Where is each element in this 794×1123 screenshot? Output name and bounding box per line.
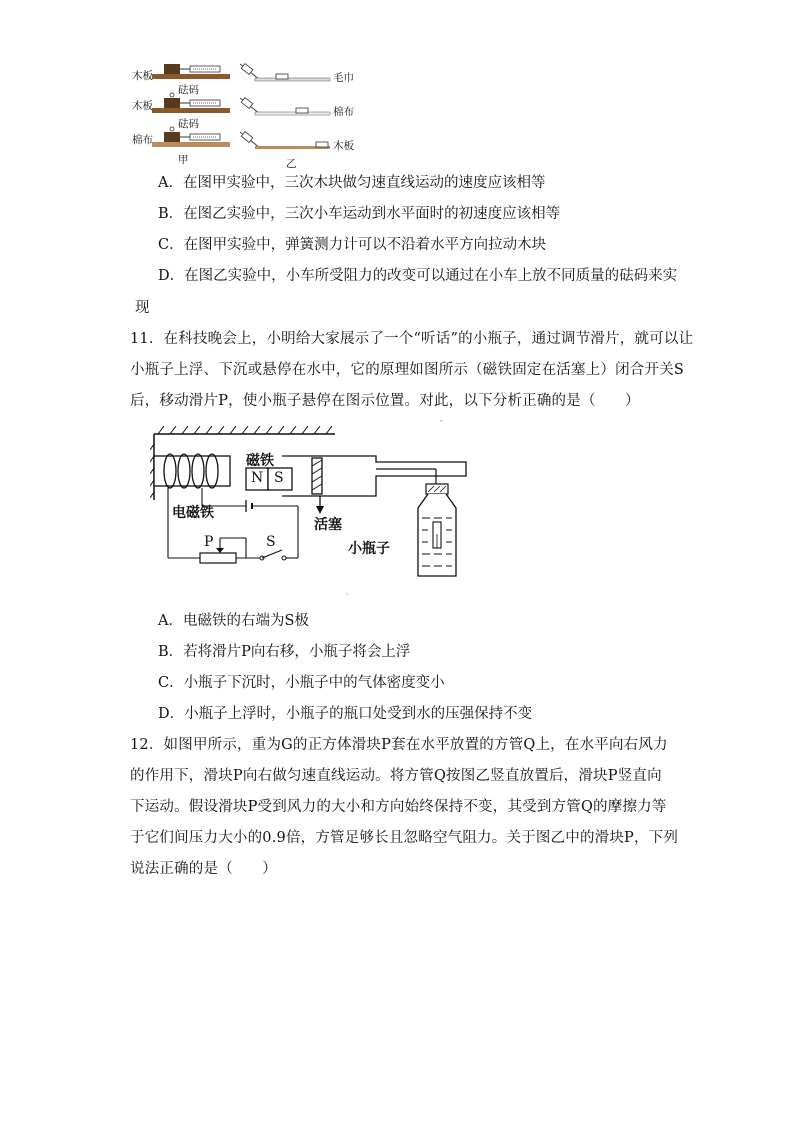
- block-3: [164, 132, 180, 142]
- q10-option-a: A．在图甲实验中，三次木块做匀速直线运动的速度应该相等: [158, 175, 546, 191]
- circuit-figure: [150, 426, 470, 586]
- slider-p-label: P: [204, 534, 214, 550]
- row2-right-label: 棉布: [333, 106, 354, 118]
- weight-2: [170, 93, 174, 97]
- switch-blade: [262, 550, 282, 558]
- q10-option-c: C．在图甲实验中，弹簧测力计可以不沿着水平方向拉动木块: [158, 237, 547, 253]
- q12-line-3: 下运动。假设滑块P受到风力的大小和方向始终保持不变，其受到方管Q的摩擦力等: [130, 799, 667, 815]
- electromagnet-label: 电磁铁: [172, 505, 214, 521]
- row2-mass-label: 砝码: [178, 84, 199, 96]
- q11-option-c: C．小瓶子下沉时，小瓶子中的气体密度变小: [158, 675, 445, 691]
- slider-arrow: [216, 548, 224, 553]
- friction-experiment-figure: [130, 60, 370, 170]
- q11-option-b: B．若将滑片P向右移，小瓶子将会上浮: [158, 644, 411, 660]
- cotton-surface: [255, 112, 330, 115]
- car-1b: [276, 74, 288, 79]
- q10-option-d-continuation: 现: [135, 300, 150, 316]
- q10-option-b: B．在图乙实验中，三次小车运动到水平面时的初速度应该相等: [158, 206, 561, 222]
- q11-option-a: A．电磁铁的右端为S极: [158, 613, 309, 629]
- q11-line-3: 后，移动滑片P，使小瓶子悬停在图示位置。对此，以下分析正确的是（ ）: [130, 393, 640, 409]
- towel-surface: [255, 78, 330, 81]
- q11-line-2: 小瓶子上浮、下沉或悬停在水中，它的原理如图所示（磁铁固定在活塞上）闭合开关S: [130, 362, 685, 378]
- caption-left: 甲: [178, 154, 189, 166]
- row2-left-label: 木板: [132, 100, 153, 112]
- cloth-3: [152, 142, 230, 147]
- block-2: [164, 98, 180, 108]
- bottle-label: 小瓶子: [348, 541, 390, 557]
- q12-line-2: 的作用下，滑块P向右做匀速直线运动。将方管Q按图乙竖直放置后，滑块P竖直向: [130, 768, 662, 784]
- pole-n-label: N: [251, 470, 264, 486]
- piston-label: 活塞: [314, 517, 342, 533]
- q12-line-4: 于它们间压力大小的0.9倍，方管足够长且忽略空气阻力。关于图乙中的滑块P，下列: [130, 830, 679, 846]
- q11-option-d: D．小瓶子上浮时，小瓶子的瓶口处受到水的压强保持不变: [158, 706, 533, 722]
- row3-right-label: 木板: [333, 140, 354, 152]
- magnet-label: 磁铁: [246, 453, 274, 469]
- row3-mass-label: 砝码: [178, 118, 199, 130]
- q10-option-d: D．在图乙实验中，小车所受阻力的改变可以通过在小车上放不同质量的砝码来实: [158, 268, 678, 284]
- car-3b: [316, 142, 328, 147]
- q11-line-1: 11．在科技晚会上，小明给大家展示了一个“听话”的小瓶子，通过调节滑片，就可以让: [130, 331, 694, 347]
- row3-left-label: 棉布: [132, 134, 153, 146]
- board-1: [152, 74, 230, 79]
- q12-line-5: 说法正确的是（ ）: [130, 861, 277, 877]
- row1-left-label: 木板: [132, 70, 153, 82]
- board-2: [152, 108, 230, 113]
- pole-s-label: S: [274, 470, 284, 486]
- row1-right-label: 毛巾: [333, 72, 354, 84]
- caption-right: 乙: [286, 158, 297, 170]
- exam-page: 木板 毛巾 砝码 木板 棉布 砝码 棉布 木板 甲 乙 A．在图甲实验中，三次木块做匀速直线运动的速度应该相等 B．在图乙实验中，三次小车运动到水平面时的初速度应该相等 C．在图甲实验中，弹簧测力计可以不沿着水平方向拉动木块 D．在图乙实验中，小车所受阻力的改变可以通过在小车上放不同质量的砝码来实 现 11．在科技晚会上，小明给大家展示了一个“听话”的小瓶子，通过调节滑片，就可以让 小瓶子上浮、下沉或悬停在水中，它的原理如图所示（磁铁固定在活塞上）闭合开关S 后，移动滑片P，使小瓶子悬停在图示位置。对此，以下分析正确的是（ ） - 磁铁 N S 电磁铁 活塞 小瓶子 P S · A．电磁铁的右端为S极 B．若将滑片P向右移，小瓶子将会上浮 C．小瓶子下沉时，小瓶子中的气体密度变小 D．小瓶子上浮时，小瓶子的瓶口处受到水的压强保持不变 12．如图甲所示，重为G的正方体滑块P套在水平放置的方管Q上，在水平向右风力 的作用下，滑块P向右做匀速直线运动。将方管Q按图乙竖直放置后，滑块P竖直向 下运动。假设滑块P受到风力的大小和方向始终保持不变，其受到方管Q的摩擦力等 于它们间压力大小的0.9倍，方管足够长且忽略空气阻力。关于图乙中的滑块P，下列 说法正确的是（ ）: [0, 0, 794, 1123]
- car-2b: [296, 108, 308, 113]
- q12-line-1: 12．如图甲所示，重为G的正方体滑块P套在水平放置的方管Q上，在水平向右风力: [130, 737, 668, 753]
- rheostat: [200, 553, 236, 563]
- switch-s-label: S: [266, 534, 276, 550]
- weight-3: [170, 127, 174, 131]
- block-1: [164, 64, 180, 74]
